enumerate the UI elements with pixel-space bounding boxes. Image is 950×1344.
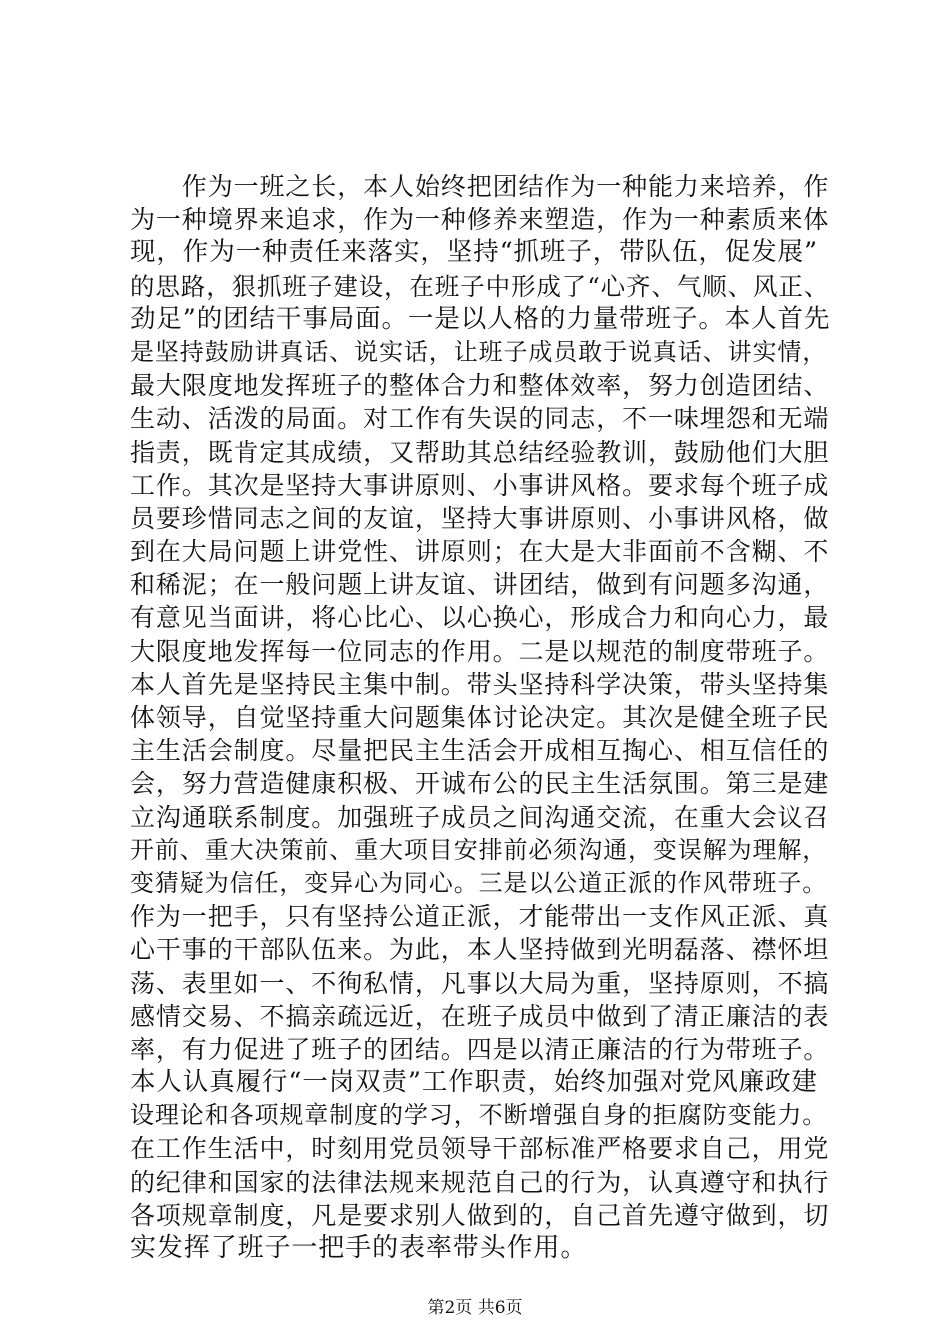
text-line: 各项规章制度，凡是要求别人做到的，自己首先遵守做到，切 bbox=[130, 1200, 830, 1230]
text-line: 率，有力促进了班子的团结。四是以清正廉洁的行为带班子。 bbox=[130, 1034, 830, 1064]
text-line: 心干事的干部队伍来。为此，本人坚持做到光明磊落、襟怀坦 bbox=[130, 935, 830, 965]
text-line: 作为一班之长，本人始终把团结作为一种能力来培养，作 bbox=[130, 172, 830, 201]
text-line: 设理论和各项规章制度的学习，不断增强自身的拒腐防变能力。 bbox=[130, 1101, 828, 1130]
text-line: 指责，既肯定其成绩，又帮助其总结经验教训，鼓励他们大胆 bbox=[130, 437, 830, 467]
text-line: 员要珍惜同志之间的友谊，坚持大事讲原则、小事讲风格，做 bbox=[130, 503, 830, 533]
text-line: 本人认真履行“一岗双责”工作职责，始终加强对党风廉政建 bbox=[130, 1067, 818, 1098]
text-line: 体领导，自觉坚持重大问题集体讨论决定。其次是健全班子民 bbox=[130, 703, 830, 732]
text-line: 会，努力营造健康积极、开诚布公的民主生活氛围。第三是建 bbox=[130, 769, 830, 799]
text-line: 变猜疑为信任，变异心为同心。三是以公道正派的作风带班子。 bbox=[130, 868, 828, 897]
text-line: 作为一把手，只有坚持公道正派，才能带出一支作风正派、真 bbox=[130, 902, 830, 932]
text-line: 生动、活泼的局面。对工作有失误的同志，不一味埋怨和无端 bbox=[130, 404, 830, 434]
text-line: 主生活会制度。尽量把民主生活会开成相互掏心、相互信任的 bbox=[130, 736, 830, 766]
text-line: 是坚持鼓励讲真话、说实话，让班子成员敢于说真话、讲实情， bbox=[130, 337, 828, 366]
text-line: 现，作为一种责任来落实，坚持“抓班子，带队伍，促发展” bbox=[130, 237, 818, 268]
page-number-footer: 第2页 共6页 bbox=[427, 1298, 523, 1318]
text-line: 为一种境界来追求，作为一种修养来塑造，作为一种素质来体 bbox=[130, 205, 830, 235]
text-line: 感情交易、不搞亲疏远近，在班子成员中做到了清正廉洁的表 bbox=[130, 1001, 830, 1031]
text-line: 最大限度地发挥班子的整体合力和整体效率，努力创造团结、 bbox=[130, 371, 830, 401]
text-line: 工作。其次是坚持大事讲原则、小事讲风格。要求每个班子成 bbox=[130, 470, 830, 500]
text-line: 荡、表里如一、不徇私情，凡事以大局为重，坚持原则，不搞 bbox=[130, 968, 830, 998]
text-line: 的纪律和国家的法律法规来规范自己的行为，认真遵守和执行 bbox=[130, 1167, 830, 1197]
text-line: 开前、重大决策前、重大项目安排前必须沟通，变误解为理解， bbox=[130, 835, 828, 864]
text-line: 的思路，狠抓班子建设，在班子中形成了“心齐、气顺、风正、 bbox=[130, 271, 830, 301]
text-line: 有意见当面讲，将心比心、以心换心，形成合力和向心力，最 bbox=[130, 603, 830, 633]
text-line: 本人首先是坚持民主集中制。带头坚持科学决策，带头坚持集 bbox=[130, 669, 830, 699]
text-line: 立沟通联系制度。加强班子成员之间沟通交流，在重大会议召 bbox=[130, 802, 830, 832]
text-line: 劲足”的团结干事局面。一是以人格的力量带班子。本人首先 bbox=[130, 303, 831, 334]
text-line: 在工作生活中，时刻用党员领导干部标准严格要求自己，用党 bbox=[130, 1134, 830, 1164]
text-line: 和稀泥；在一般问题上讲友谊、讲团结，做到有问题多沟通， bbox=[130, 570, 830, 600]
text-line: 大限度地发挥每一位同志的作用。二是以规范的制度带班子。 bbox=[130, 636, 830, 666]
body-paragraph bbox=[130, 170, 830, 1265]
text-line: 实发挥了班子一把手的表率带头作用。 bbox=[130, 1233, 588, 1263]
text-line: 到在大局问题上讲党性、讲原则；在大是大非面前不含糊、不 bbox=[130, 537, 830, 567]
